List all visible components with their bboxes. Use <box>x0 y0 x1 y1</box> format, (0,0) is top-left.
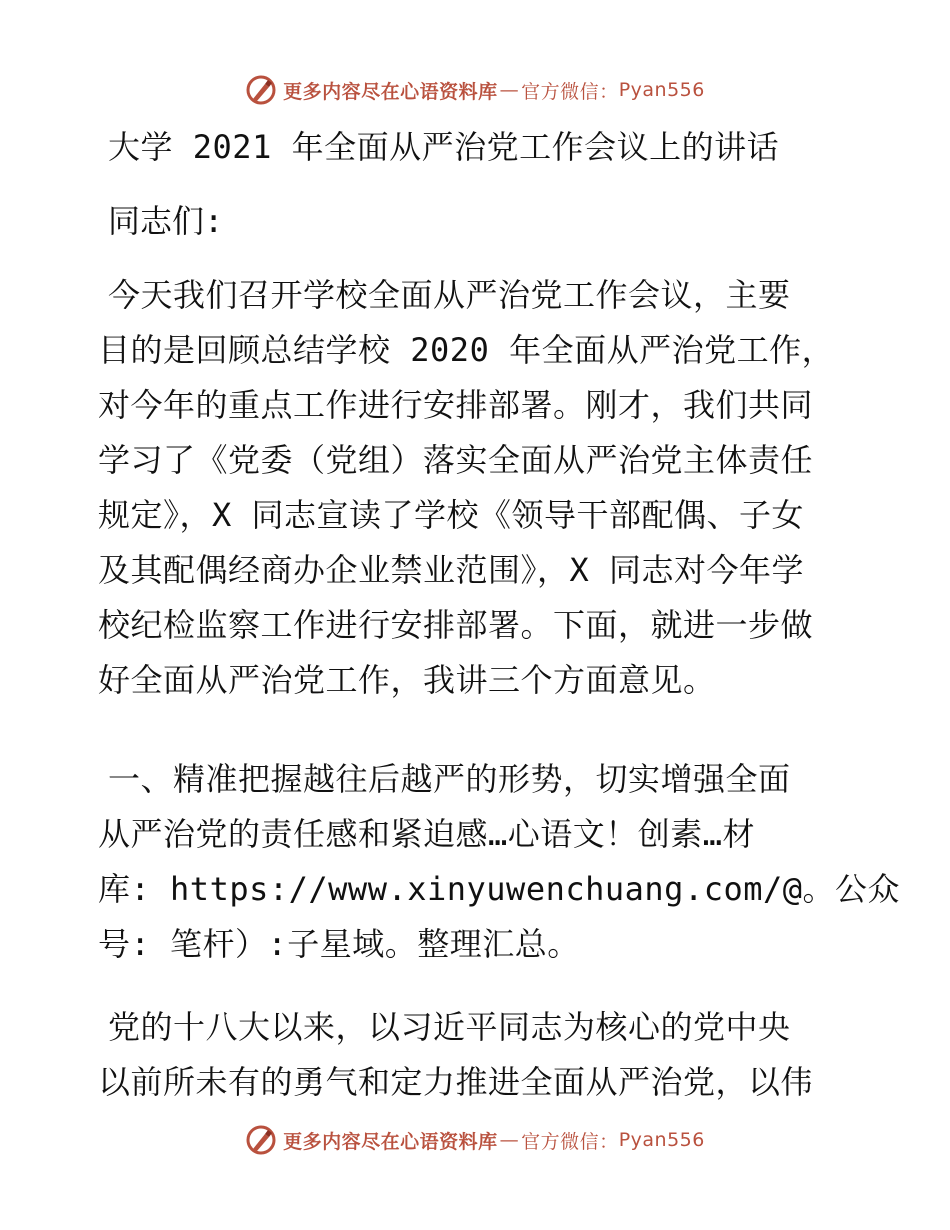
paragraph-line: 一、精准把握越往后越严的形势，切实增强全面 <box>108 760 791 798</box>
header-watermark <box>0 68 950 112</box>
paragraph-intro <box>98 268 858 708</box>
paragraph-line: 对今年的重点工作进行安排部署。刚才，我们共同 <box>98 386 814 424</box>
watermark-brand: 更多内容尽在心语资料库 <box>283 1130 498 1153</box>
watermark-dash: — <box>499 79 520 101</box>
watermark-dash: — <box>499 1129 520 1151</box>
paragraph-section-one <box>98 752 901 972</box>
paragraph-line: 目的是回顾总结学校 2020 年全面从严治党工作， <box>98 331 835 369</box>
paragraph-line: 规定》，X 同志宣读了学校《领导干部配偶、子女 <box>98 496 805 534</box>
document-title: 大学 2021 年全面从严治党工作会议上的讲话 <box>108 128 780 166</box>
document-greeting: 同志们: <box>108 202 224 240</box>
paragraph-line: 从严治党的责任感和紧迫感…心语文！创素…材 <box>98 815 756 853</box>
pen-logo-icon <box>245 1124 277 1156</box>
watermark-official-label: 官方微信： <box>521 80 619 103</box>
paragraph-line: 库: https://www.xinyuwenchuang.com/@。公众 <box>98 870 901 908</box>
footer-watermark <box>0 1118 950 1162</box>
paragraph-line: 学习了《党委（党组）落实全面从严治党主体责任 <box>98 441 814 479</box>
paragraph-line: 好全面从严治党工作，我讲三个方面意见。 <box>98 661 716 699</box>
watermark-wechat-id: Pyan556 <box>618 1129 705 1151</box>
paragraph-party-congress <box>98 1000 858 1110</box>
paragraph-line: 号: 笔杆）:子星域。整理汇总。 <box>98 925 580 963</box>
paragraph-line: 校纪检监察工作进行安排部署。下面，就进一步做 <box>98 606 814 644</box>
watermark-brand: 更多内容尽在心语资料库 <box>283 80 498 103</box>
paragraph-line: 党的十八大以来，以习近平同志为核心的党中央 <box>108 1008 791 1046</box>
watermark-wechat-id: Pyan556 <box>618 79 705 101</box>
watermark-official-label: 官方微信： <box>521 1130 619 1153</box>
paragraph-line: 及其配偶经商办企业禁业范围》，X 同志对今年学 <box>98 551 805 589</box>
paragraph-line: 以前所未有的勇气和定力推进全面从严治党，以伟 <box>98 1063 814 1101</box>
paragraph-line: 今天我们召开学校全面从严治党工作会议，主要 <box>108 276 791 314</box>
pen-logo-icon <box>245 74 277 106</box>
